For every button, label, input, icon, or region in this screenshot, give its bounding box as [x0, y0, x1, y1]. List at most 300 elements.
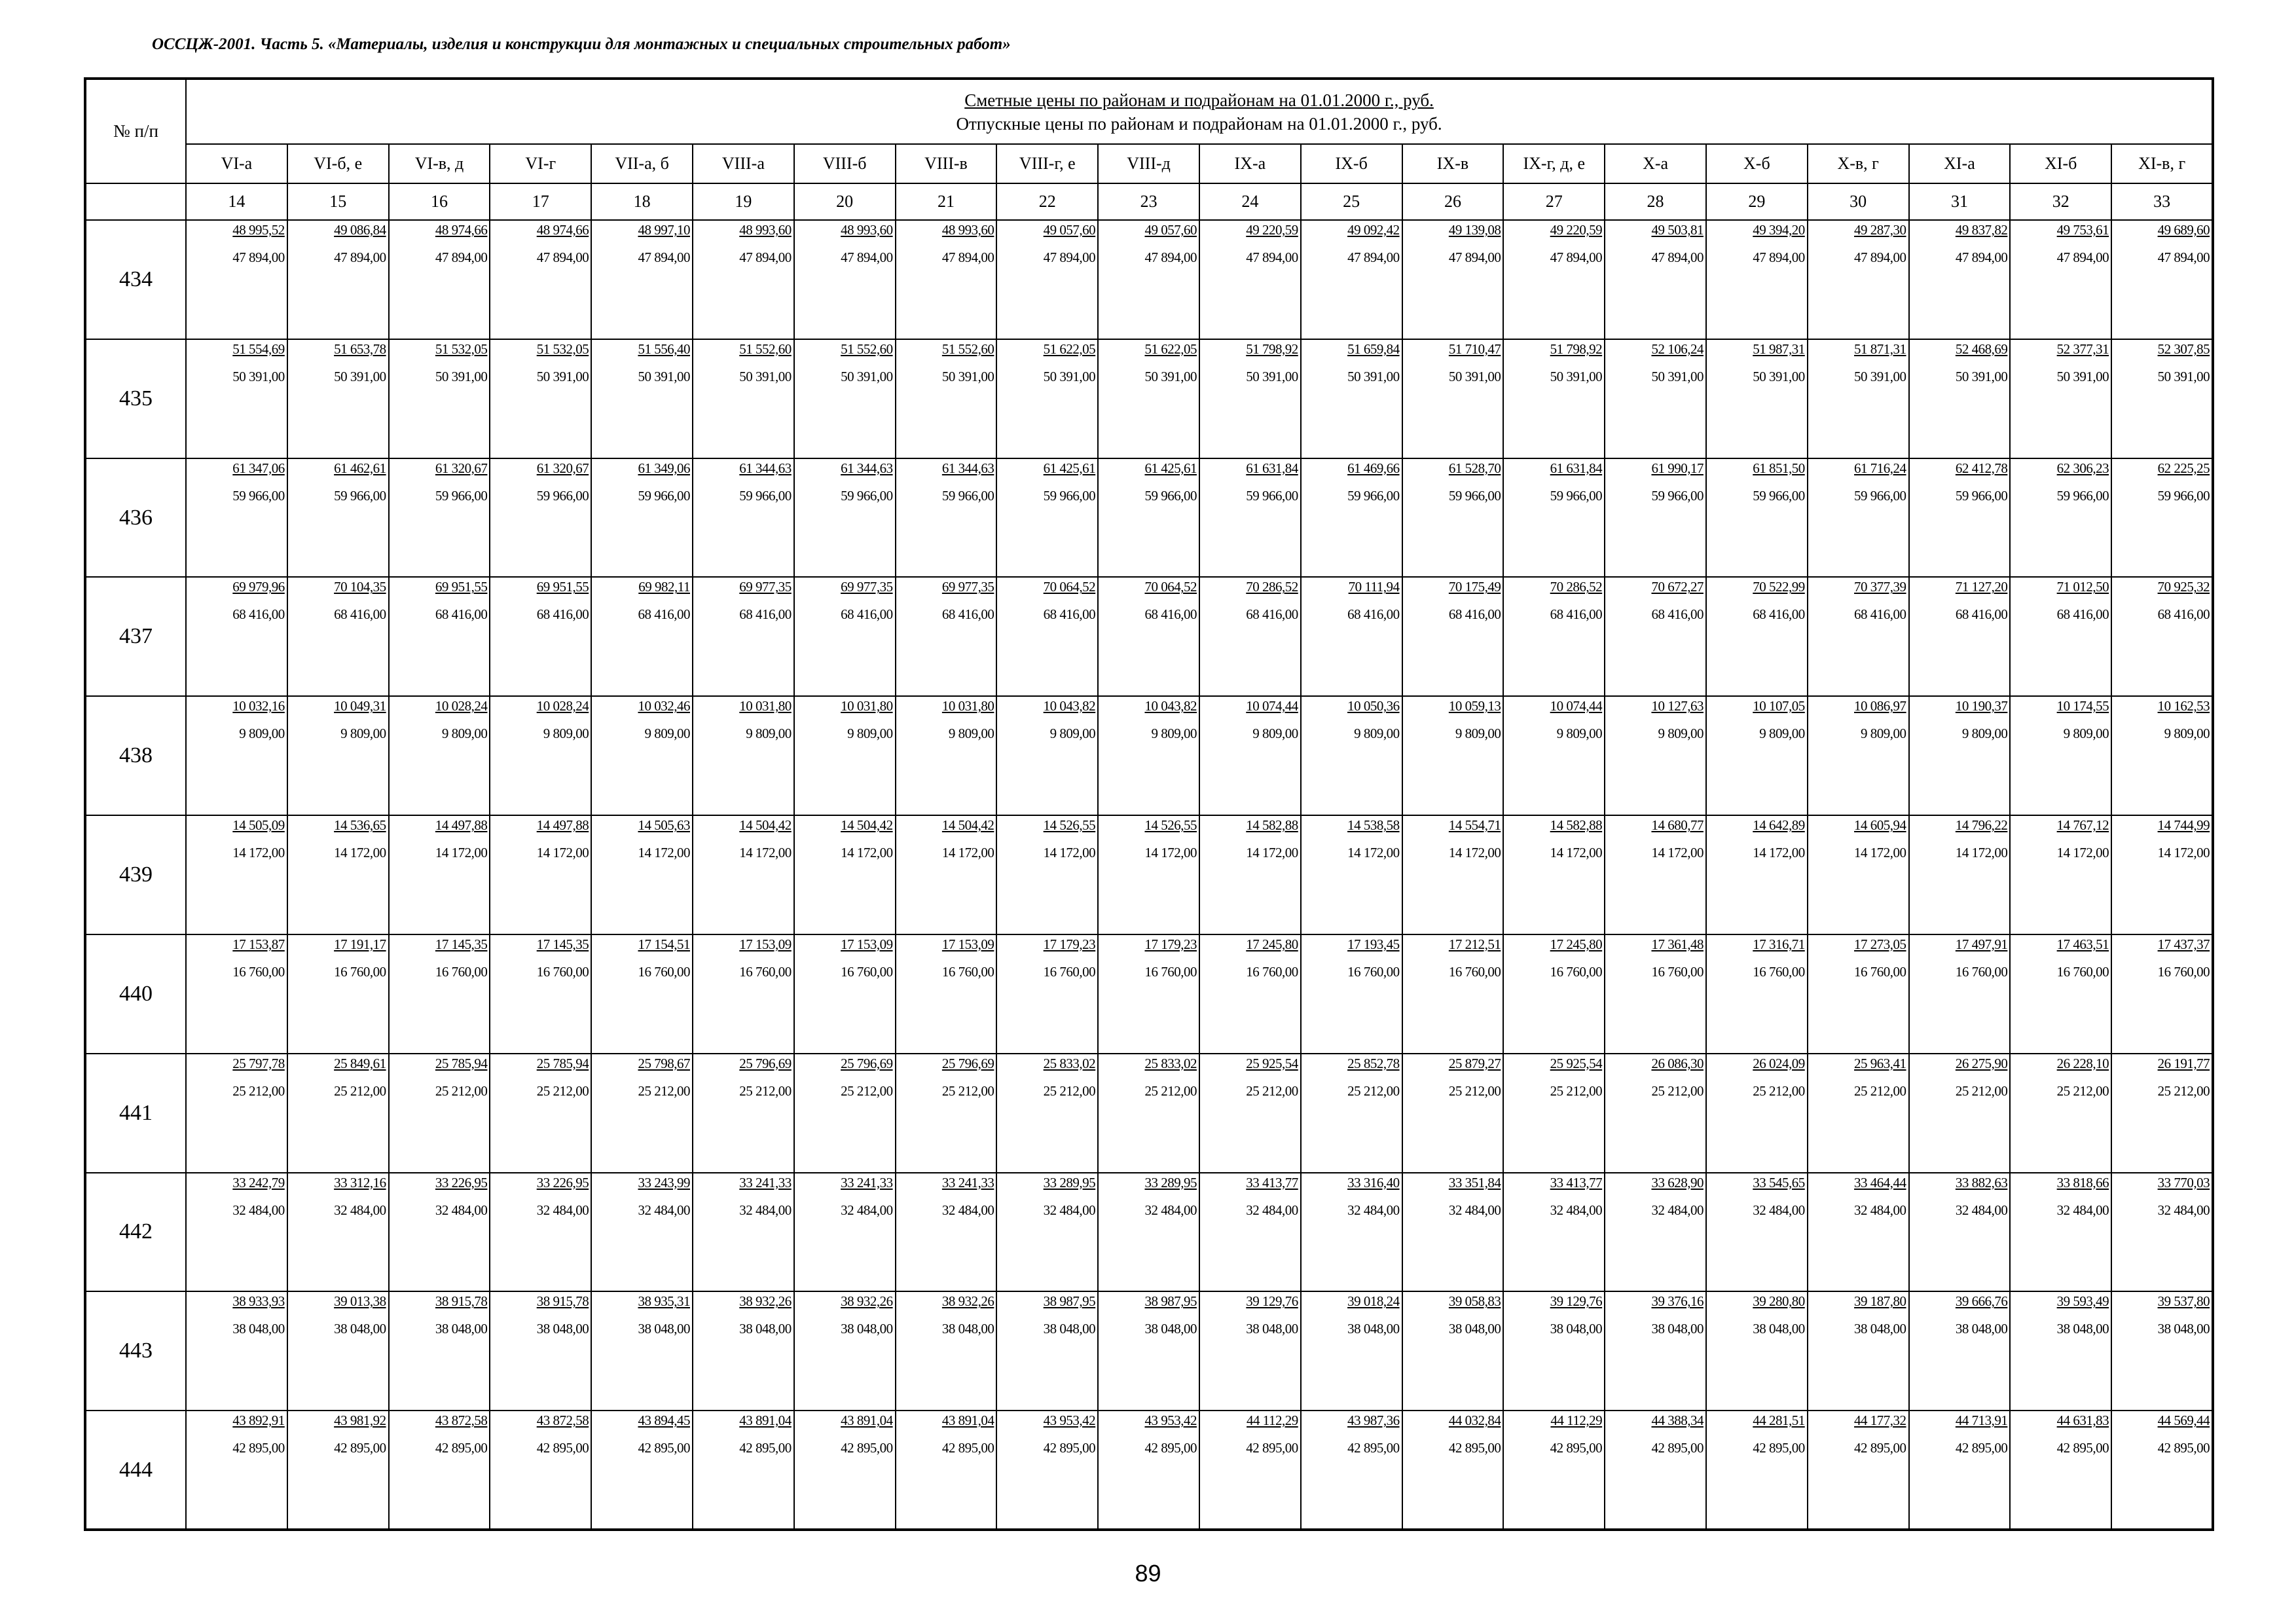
estimate-price: 14 605,94	[1854, 817, 1906, 834]
estimate-price: 38 987,95	[1043, 1293, 1096, 1310]
release-price: 59 966,00	[1854, 487, 1906, 504]
price-cell	[1605, 815, 1706, 934]
row-number: 439	[85, 815, 186, 934]
table-row	[85, 458, 2213, 578]
estimate-price: 48 974,66	[435, 222, 488, 238]
price-cell	[1909, 1054, 2011, 1173]
release-price: 68 416,00	[1448, 606, 1501, 623]
price-cell	[2111, 220, 2213, 339]
estimate-price: 33 289,95	[1144, 1174, 1197, 1190]
price-cell	[1301, 696, 1402, 815]
price-cell	[1808, 1173, 1909, 1292]
price-cell	[186, 220, 287, 339]
row-number: 434	[85, 220, 186, 339]
estimate-price: 10 031,80	[941, 698, 994, 714]
price-cell	[996, 458, 1098, 578]
release-price: 16 760,00	[638, 963, 690, 980]
release-price: 25 212,00	[1246, 1082, 1298, 1099]
price-cell	[389, 815, 490, 934]
estimate-price: 25 833,02	[1043, 1055, 1096, 1071]
release-price: 47 894,00	[2056, 249, 2109, 265]
release-price: 50 391,00	[941, 368, 994, 384]
release-price: 50 391,00	[1854, 368, 1906, 384]
row-number: 436	[85, 458, 186, 578]
estimate-price: 10 086,97	[1854, 698, 1906, 714]
release-price: 16 760,00	[2056, 963, 2109, 980]
price-cell	[1909, 458, 2011, 578]
release-price: 42 895,00	[435, 1440, 488, 1456]
release-price: 9 809,00	[644, 726, 690, 742]
estimate-price: 26 086,30	[1651, 1055, 1704, 1071]
price-cell	[389, 1291, 490, 1411]
release-price: 50 391,00	[435, 368, 488, 384]
table-row	[85, 815, 2213, 934]
release-price: 47 894,00	[1347, 249, 1400, 265]
estimate-price: 33 242,79	[232, 1174, 285, 1190]
release-price: 38 048,00	[2056, 1321, 2109, 1337]
release-price: 50 391,00	[2157, 368, 2210, 384]
estimate-price: 61 344,63	[739, 460, 792, 476]
price-cell	[1605, 1054, 1706, 1173]
release-price: 16 760,00	[1347, 963, 1400, 980]
estimate-price: 44 177,32	[1854, 1412, 1906, 1429]
release-price: 9 809,00	[1049, 726, 1096, 742]
price-cell	[490, 458, 591, 578]
price-cell	[1402, 815, 1504, 934]
release-price: 16 760,00	[536, 963, 589, 980]
release-price: 9 809,00	[847, 726, 893, 742]
release-price: 16 760,00	[1246, 963, 1298, 980]
release-price: 14 172,00	[941, 845, 994, 861]
price-cell	[591, 815, 693, 934]
price-cell	[996, 934, 1098, 1054]
estimate-price: 10 031,80	[841, 698, 893, 714]
price-cell	[996, 339, 1098, 458]
estimate-price: 49 086,84	[334, 222, 386, 238]
estimate-price: 43 892,91	[232, 1412, 285, 1429]
estimate-price: 62 306,23	[2056, 460, 2109, 476]
release-price: 25 212,00	[435, 1082, 488, 1099]
estimate-price: 14 497,88	[435, 817, 488, 834]
district-header: VI-а	[186, 144, 287, 183]
price-cell	[693, 339, 794, 458]
release-price: 38 048,00	[435, 1321, 488, 1337]
release-price: 25 212,00	[1753, 1082, 1805, 1099]
release-price: 32 484,00	[2157, 1202, 2210, 1218]
price-cell	[896, 1173, 997, 1292]
price-cell	[996, 220, 1098, 339]
estimate-price: 43 872,58	[435, 1412, 488, 1429]
estimate-price: 61 631,84	[1246, 460, 1298, 476]
price-cell	[1301, 458, 1402, 578]
estimate-price: 44 032,84	[1448, 1412, 1501, 1429]
estimate-price: 48 993,60	[739, 222, 792, 238]
district-header: VIII-а	[693, 144, 794, 183]
estimate-price: 17 154,51	[638, 936, 690, 952]
estimate-price: 25 849,61	[334, 1055, 386, 1071]
release-price: 68 416,00	[1854, 606, 1906, 623]
price-cell	[996, 815, 1098, 934]
column-number: 26	[1402, 183, 1504, 220]
estimate-price: 33 312,16	[334, 1174, 386, 1190]
estimate-price: 44 112,29	[1550, 1412, 1603, 1429]
price-cell	[1402, 696, 1504, 815]
estimate-price: 70 377,39	[1854, 579, 1906, 595]
price-cell	[1098, 220, 1199, 339]
district-header: VIII-д	[1098, 144, 1199, 183]
price-cell	[693, 1291, 794, 1411]
release-price: 9 809,00	[1354, 726, 1400, 742]
price-cell	[1503, 220, 1605, 339]
district-header: IX-в	[1402, 144, 1504, 183]
estimate-price: 51 653,78	[334, 341, 386, 357]
price-cell	[1808, 1291, 1909, 1411]
price-cell	[693, 1054, 794, 1173]
price-cell	[287, 1054, 389, 1173]
price-cell	[1098, 458, 1199, 578]
release-price: 47 894,00	[941, 249, 994, 265]
release-price: 68 416,00	[1347, 606, 1400, 623]
release-price: 47 894,00	[334, 249, 386, 265]
release-price: 59 966,00	[1448, 487, 1501, 504]
estimate-price: 61 320,67	[536, 460, 589, 476]
estimate-price: 33 882,63	[1955, 1174, 2008, 1190]
price-cell	[1605, 1173, 1706, 1292]
estimate-price: 69 951,55	[536, 579, 589, 595]
column-number: 23	[1098, 183, 1199, 220]
column-number: 21	[896, 183, 997, 220]
estimate-price: 39 187,80	[1854, 1293, 1906, 1310]
release-price: 9 809,00	[2063, 726, 2109, 742]
estimate-price: 14 505,09	[232, 817, 285, 834]
district-header: VIII-г, е	[996, 144, 1098, 183]
estimate-price: 14 642,89	[1753, 817, 1805, 834]
release-price: 16 760,00	[1651, 963, 1704, 980]
price-cell	[1909, 1173, 2011, 1292]
price-cell	[1503, 696, 1605, 815]
release-price: 47 894,00	[638, 249, 690, 265]
table-row	[85, 1173, 2213, 1292]
release-price: 32 484,00	[1043, 1202, 1096, 1218]
estimate-price: 14 554,71	[1448, 817, 1501, 834]
release-price: 68 416,00	[2157, 606, 2210, 623]
estimate-price: 33 241,33	[739, 1174, 792, 1190]
release-price: 68 416,00	[1753, 606, 1805, 623]
estimate-price: 17 179,23	[1043, 936, 1096, 952]
estimate-price: 26 228,10	[2056, 1055, 2109, 1071]
estimate-price: 61 528,70	[1448, 460, 1501, 476]
price-cell	[2010, 458, 2111, 578]
release-price: 9 809,00	[948, 726, 994, 742]
row-number: 440	[85, 934, 186, 1054]
price-cell	[794, 815, 896, 934]
price-cell	[1199, 458, 1301, 578]
release-price: 59 966,00	[638, 487, 690, 504]
price-cell	[2111, 815, 2213, 934]
release-price: 16 760,00	[1448, 963, 1501, 980]
column-number: 33	[2111, 183, 2213, 220]
estimate-price: 52 468,69	[1955, 341, 2008, 357]
estimate-price: 51 556,40	[638, 341, 690, 357]
release-price: 32 484,00	[435, 1202, 488, 1218]
estimate-price: 25 796,69	[739, 1055, 792, 1071]
estimate-price: 17 153,87	[232, 936, 285, 952]
estimate-price: 51 532,05	[536, 341, 589, 357]
release-price: 68 416,00	[232, 606, 285, 623]
estimate-price: 38 987,95	[1144, 1293, 1197, 1310]
estimate-price: 61 344,63	[841, 460, 893, 476]
release-price: 38 048,00	[1347, 1321, 1400, 1337]
release-price: 59 966,00	[941, 487, 994, 504]
price-cell	[693, 458, 794, 578]
release-price: 42 895,00	[1347, 1440, 1400, 1456]
estimate-price: 17 361,48	[1651, 936, 1704, 952]
release-price: 25 212,00	[232, 1082, 285, 1099]
estimate-price: 51 554,69	[232, 341, 285, 357]
release-price: 50 391,00	[739, 368, 792, 384]
release-price: 47 894,00	[1651, 249, 1704, 265]
release-price: 42 895,00	[2056, 1440, 2109, 1456]
price-cell	[1808, 339, 1909, 458]
release-price: 42 895,00	[1854, 1440, 1906, 1456]
price-cell	[1605, 458, 1706, 578]
release-price: 32 484,00	[1854, 1202, 1906, 1218]
estimate-price: 14 497,88	[536, 817, 589, 834]
price-cell	[1909, 1411, 2011, 1530]
price-cell	[996, 1173, 1098, 1292]
row-number: 435	[85, 339, 186, 458]
release-price: 38 048,00	[536, 1321, 589, 1337]
estimate-price: 51 798,92	[1246, 341, 1298, 357]
price-cell	[287, 339, 389, 458]
estimate-price: 48 993,60	[841, 222, 893, 238]
release-price: 32 484,00	[1448, 1202, 1501, 1218]
release-price: 25 212,00	[841, 1082, 893, 1099]
estimate-price: 61 349,06	[638, 460, 690, 476]
release-price: 68 416,00	[841, 606, 893, 623]
release-price: 16 760,00	[334, 963, 386, 980]
price-cell	[2010, 934, 2111, 1054]
price-cell	[2010, 577, 2111, 696]
price-cell	[591, 934, 693, 1054]
estimate-price: 14 504,42	[841, 817, 893, 834]
release-price: 9 809,00	[2164, 726, 2210, 742]
estimate-price: 33 243,99	[638, 1174, 690, 1190]
estimate-price: 62 225,25	[2157, 460, 2210, 476]
district-header: VIII-б	[794, 144, 896, 183]
price-cell	[1301, 577, 1402, 696]
release-price: 9 809,00	[1861, 726, 1906, 742]
estimate-price: 39 666,76	[1955, 1293, 2008, 1310]
price-cell	[1301, 815, 1402, 934]
release-price: 50 391,00	[1651, 368, 1704, 384]
estimate-price: 33 289,95	[1043, 1174, 1096, 1190]
price-cell	[1909, 577, 2011, 696]
release-price: 25 212,00	[1854, 1082, 1906, 1099]
estimate-price: 17 145,35	[536, 936, 589, 952]
price-cell	[389, 577, 490, 696]
estimate-price: 33 241,33	[841, 1174, 893, 1190]
release-price: 32 484,00	[232, 1202, 285, 1218]
estimate-price: 51 552,60	[941, 341, 994, 357]
estimate-price: 33 770,03	[2157, 1174, 2210, 1190]
table-row	[85, 577, 2213, 696]
price-cell	[1605, 339, 1706, 458]
release-price: 50 391,00	[1753, 368, 1805, 384]
price-cell	[1808, 220, 1909, 339]
estimate-price: 70 672,27	[1651, 579, 1704, 595]
release-price: 9 809,00	[441, 726, 488, 742]
price-cell	[1098, 1054, 1199, 1173]
estimate-price: 17 463,51	[2056, 936, 2109, 952]
estimate-price: 49 503,81	[1651, 222, 1704, 238]
release-price: 38 048,00	[1550, 1321, 1603, 1337]
estimate-price: 39 129,76	[1246, 1293, 1298, 1310]
estimate-price: 38 915,78	[435, 1293, 488, 1310]
release-price: 47 894,00	[1144, 249, 1197, 265]
release-price: 25 212,00	[1448, 1082, 1501, 1099]
release-price: 16 760,00	[1144, 963, 1197, 980]
price-cell	[591, 1054, 693, 1173]
price-cell	[1098, 815, 1199, 934]
estimate-price: 48 993,60	[941, 222, 994, 238]
price-cell	[287, 1411, 389, 1530]
price-cell	[287, 458, 389, 578]
price-cell	[490, 696, 591, 815]
row-number: 438	[85, 696, 186, 815]
release-price: 16 760,00	[941, 963, 994, 980]
price-cell	[389, 1411, 490, 1530]
page-number: 89	[1135, 1560, 1161, 1587]
release-price: 42 895,00	[536, 1440, 589, 1456]
estimate-price: 10 032,16	[232, 698, 285, 714]
table-row	[85, 1054, 2213, 1173]
estimate-price: 70 286,52	[1246, 579, 1298, 595]
estimate-price: 49 139,08	[1448, 222, 1501, 238]
price-cell	[1098, 696, 1199, 815]
price-cell	[1706, 696, 1808, 815]
num-header: № п/п	[85, 79, 186, 183]
estimate-price: 17 179,23	[1144, 936, 1197, 952]
release-price: 25 212,00	[1955, 1082, 2008, 1099]
price-cell	[389, 934, 490, 1054]
price-cell	[287, 1291, 389, 1411]
estimate-price: 25 796,69	[841, 1055, 893, 1071]
release-price: 68 416,00	[435, 606, 488, 623]
estimate-price: 14 526,55	[1144, 817, 1197, 834]
price-cell	[591, 696, 693, 815]
estimate-price: 49 689,60	[2157, 222, 2210, 238]
price-cell	[1808, 458, 1909, 578]
price-cell	[1909, 934, 2011, 1054]
price-cell	[2111, 577, 2213, 696]
estimate-price: 10 043,82	[1043, 698, 1096, 714]
district-header: IX-б	[1301, 144, 1402, 183]
release-price: 68 416,00	[2056, 606, 2109, 623]
price-cell	[591, 1291, 693, 1411]
release-price: 68 416,00	[638, 606, 690, 623]
price-cell	[1808, 1411, 1909, 1530]
price-cell	[1503, 1054, 1605, 1173]
price-cell	[2111, 1411, 2213, 1530]
release-price: 25 212,00	[1550, 1082, 1603, 1099]
district-header: X-б	[1706, 144, 1808, 183]
price-cell	[1503, 1291, 1605, 1411]
price-cell	[287, 220, 389, 339]
price-cell	[591, 458, 693, 578]
row-number: 443	[85, 1291, 186, 1411]
price-cell	[794, 339, 896, 458]
release-price: 38 048,00	[334, 1321, 386, 1337]
release-price: 68 416,00	[536, 606, 589, 623]
price-cell	[2010, 220, 2111, 339]
release-price: 38 048,00	[739, 1321, 792, 1337]
price-cell	[1909, 339, 2011, 458]
price-cell	[1301, 934, 1402, 1054]
price-cell	[794, 1411, 896, 1530]
estimate-price: 10 059,13	[1448, 698, 1501, 714]
price-cell	[1706, 339, 1808, 458]
release-price: 32 484,00	[841, 1202, 893, 1218]
estimate-price: 43 987,36	[1347, 1412, 1400, 1429]
release-price: 38 048,00	[941, 1321, 994, 1337]
estimate-price: 25 785,94	[435, 1055, 488, 1071]
price-cell	[1706, 1411, 1808, 1530]
estimate-price: 39 593,49	[2056, 1293, 2109, 1310]
price-cell	[1909, 696, 2011, 815]
estimate-price: 69 977,35	[841, 579, 893, 595]
district-header: XI-б	[2010, 144, 2111, 183]
estimate-price: 10 032,46	[638, 698, 690, 714]
release-price: 47 894,00	[1448, 249, 1501, 265]
release-price: 59 966,00	[1144, 487, 1197, 504]
release-price: 42 895,00	[841, 1440, 893, 1456]
release-price: 25 212,00	[2056, 1082, 2109, 1099]
price-cell	[1402, 577, 1504, 696]
release-price: 38 048,00	[1144, 1321, 1197, 1337]
estimate-price: 61 469,66	[1347, 460, 1400, 476]
estimate-price: 14 505,63	[638, 817, 690, 834]
estimate-price: 49 220,59	[1550, 222, 1603, 238]
estimate-price: 17 497,91	[1955, 936, 2008, 952]
estimate-price: 61 631,84	[1550, 460, 1603, 476]
price-cell	[490, 815, 591, 934]
price-cell	[1808, 1054, 1909, 1173]
release-price: 68 416,00	[1550, 606, 1603, 623]
release-price: 16 760,00	[1753, 963, 1805, 980]
release-price: 59 966,00	[739, 487, 792, 504]
estimate-price: 61 716,24	[1854, 460, 1906, 476]
release-price: 47 894,00	[739, 249, 792, 265]
district-header: X-а	[1605, 144, 1706, 183]
release-price: 14 172,00	[1854, 845, 1906, 861]
district-header: VIII-в	[896, 144, 997, 183]
estimate-price: 33 226,95	[536, 1174, 589, 1190]
price-cell	[490, 1291, 591, 1411]
release-price: 38 048,00	[1753, 1321, 1805, 1337]
estimate-price: 70 104,35	[334, 579, 386, 595]
estimate-price: 39 280,80	[1753, 1293, 1805, 1310]
price-cell	[1909, 815, 2011, 934]
release-price: 14 172,00	[1955, 845, 2008, 861]
price-cell	[1706, 815, 1808, 934]
district-header: XI-в, г	[2111, 144, 2213, 183]
estimate-price: 43 981,92	[334, 1412, 386, 1429]
estimate-price-title: Сметные цены по районам и подрайонам на 01.01.2000 г., руб.	[964, 90, 1434, 110]
running-header: ОССЦЖ-2001. Часть 5. «Материалы, изделия и конструкции для монтажных и специальных строительных работ»	[152, 35, 1011, 53]
price-cell	[1503, 458, 1605, 578]
release-price: 47 894,00	[1043, 249, 1096, 265]
